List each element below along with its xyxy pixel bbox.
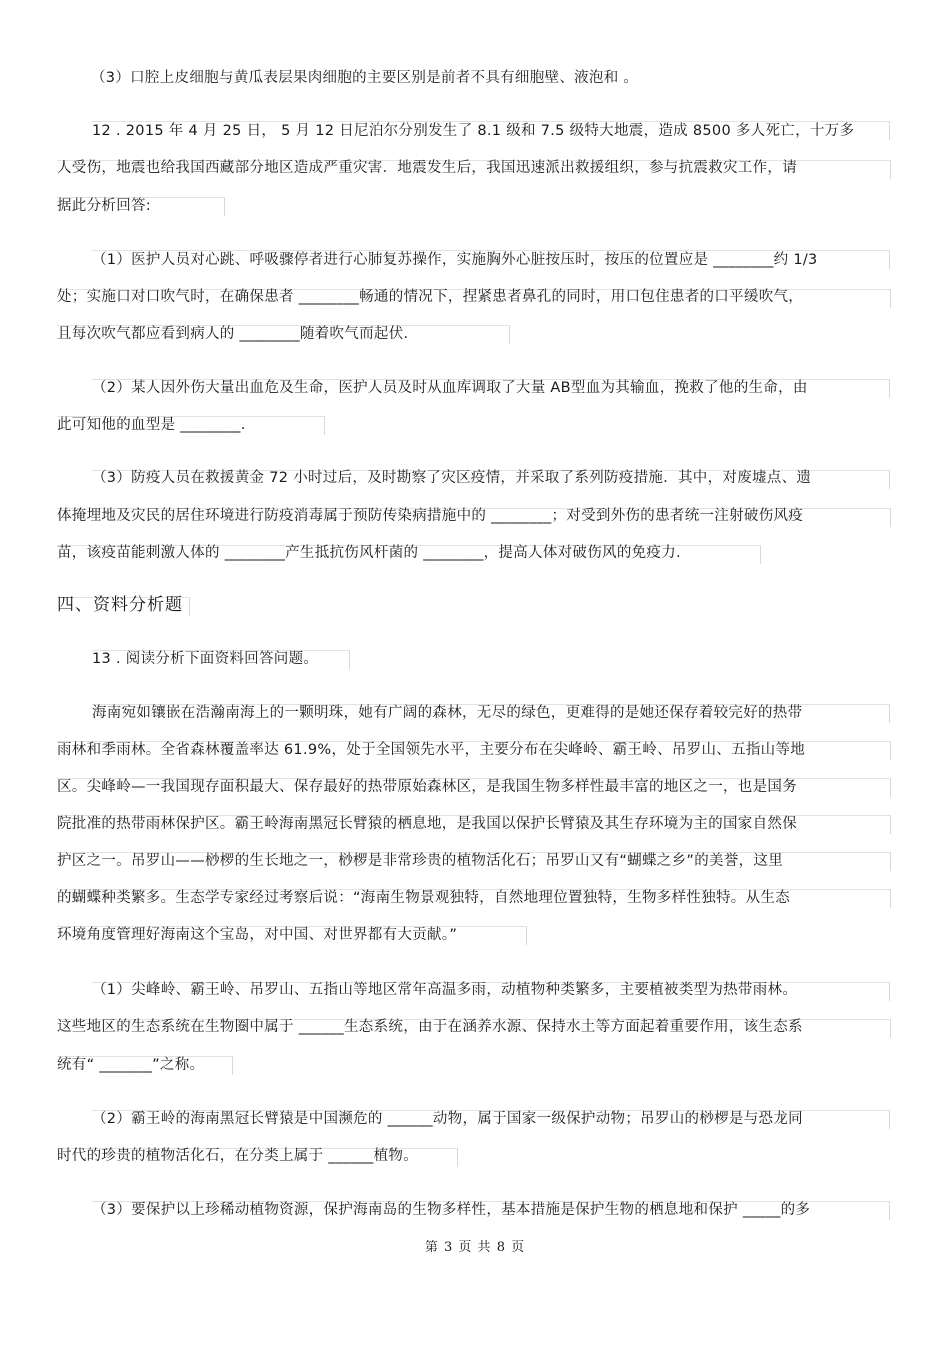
q13-passage-line: 环境角度管理好海南这个宝岛，对中国、对世界都有大贡献。” <box>57 927 458 943</box>
q12-part2-line2: 此可知他的血型是 ________. <box>57 417 246 433</box>
q13-part1-line2: 这些地区的生态系统在生物圈中属于 ______生态系统，由于在涵养水源、保持水土等方面起着重要作用，该生态系 <box>57 1019 803 1035</box>
q12-part3-line3: 苗，该疫苗能刺激人体的 ________产生抵抗伤风杆菌的 ________，提高人体对破伤风的免疫力. <box>57 545 681 561</box>
q13-passage-line: 区。尖峰岭—一我国现存面积最大、保存最好的热带原始森林区，是我国生物多样性最丰富的地区之一，也是国务 <box>57 779 797 795</box>
q13-passage-line: 院批准的热带雨林保护区。霸王岭海南黑冠长臂猿的栖息地，是我国以保护长臂猿及其生存环境为主的国家自然保 <box>57 816 797 832</box>
q12-part3-line2: 体掩埋地及灾民的居住环境进行防疫消毒属于预防传染病措施中的 ________；对受到外伤的患者统一注射破伤风疫 <box>57 508 804 524</box>
q13-part3-line1: （3）要保护以上珍稀动植物资源，保护海南岛的生物多样性，基本措施是保护生物的栖息地和保护 _____的多 <box>92 1202 811 1218</box>
q13-intro: 13 . 阅读分析下面资料回答问题。 <box>92 651 319 667</box>
q12-line3: 据此分析回答: <box>57 198 151 214</box>
q13-passage-line: 海南宛如镶嵌在浩瀚南海上的一颗明珠，她有广阔的森林，无尽的绿色，更难得的是她还保存着较完好的热带 <box>92 705 803 721</box>
q11-part3: （3）口腔上皮细胞与黄瓜表层果肉细胞的主要区别是前者不具有细胞壁、液泡和 。 <box>91 70 639 86</box>
section-title: 四、资料分析题 <box>57 595 183 615</box>
q13-passage-line: 护区之一。吊罗山——桫椤的生长地之一，桫椤是非常珍贵的植物活化石；吊罗山又有“蝴蝶之乡”的美誉，这里 <box>57 853 784 869</box>
q12-part2-line1: （2）某人因外伤大量出血危及生命，医护人员及时从血库调取了大量 AB型血为其输血，挽救了他的生命，由 <box>92 380 808 396</box>
q12-line2: 人受伤，地震也给我国西藏部分地区造成严重灾害．地震发生后，我国迅速派出救援组织，参与抗震救灾工作，请 <box>57 160 797 176</box>
q13-part2-line2: 时代的珍贵的植物活化石，在分类上属于 ______植物。 <box>57 1148 419 1164</box>
q13-part2-line1: （2）霸王岭的海南黑冠长臂猿是中国濒危的 ______动物，属于国家一级保护动物；吊罗山的桫椤是与恐龙同 <box>92 1111 803 1127</box>
q13-part1-line1: （1）尖峰岭、霸王岭、吊罗山、五指山等地区常年高温多雨，动植物种类繁多，主要植被类型为热带雨林。 <box>92 982 798 998</box>
q12-part3-line1: （3）防疫人员在救援黄金 72 小时过后，及时勘察了灾区疫情，并采取了系列防疫措施．其中，对废墟点、遗 <box>92 470 812 486</box>
q12-part1-line1: （1）医护人员对心跳、呼吸骤停者进行心肺复苏操作，实施胸外心脏按压时，按压的位置应是 ________约 1/3 <box>92 252 818 268</box>
q13-part1-line3: 统有“ _______”之称。 <box>57 1057 205 1073</box>
q12-line1: 12 . 2015 年 4 月 25 日， 5 月 12 日尼泊尔分别发生了 8.1 级和 7.5 级特大地震，造成 8500 多人死亡，十万多 <box>92 123 855 139</box>
q12-part1-line3: 且每次吹气都应看到病人的 ________随着吹气而起伏. <box>57 326 409 342</box>
q13-passage-line: 雨林和季雨林。全省森林覆盖率达 61.9%，处于全国领先水平，主要分布在尖峰岭、霸王岭、吊罗山、五指山等地 <box>57 742 806 758</box>
q13-passage-line: 的蝴蝶种类繁多。生态学专家经过考察后说：“海南生物景观独特，自然地理位置独特，生物多样性独特。从生态 <box>57 890 791 906</box>
q12-part1-line2: 处；实施口对口吹气时，在确保患者 ________畅通的情况下，捏紧患者鼻孔的同时，用口包住患者的口平缓吹气， <box>57 289 804 305</box>
page-footer: 第 3 页 共 8 页 <box>424 1240 526 1255</box>
